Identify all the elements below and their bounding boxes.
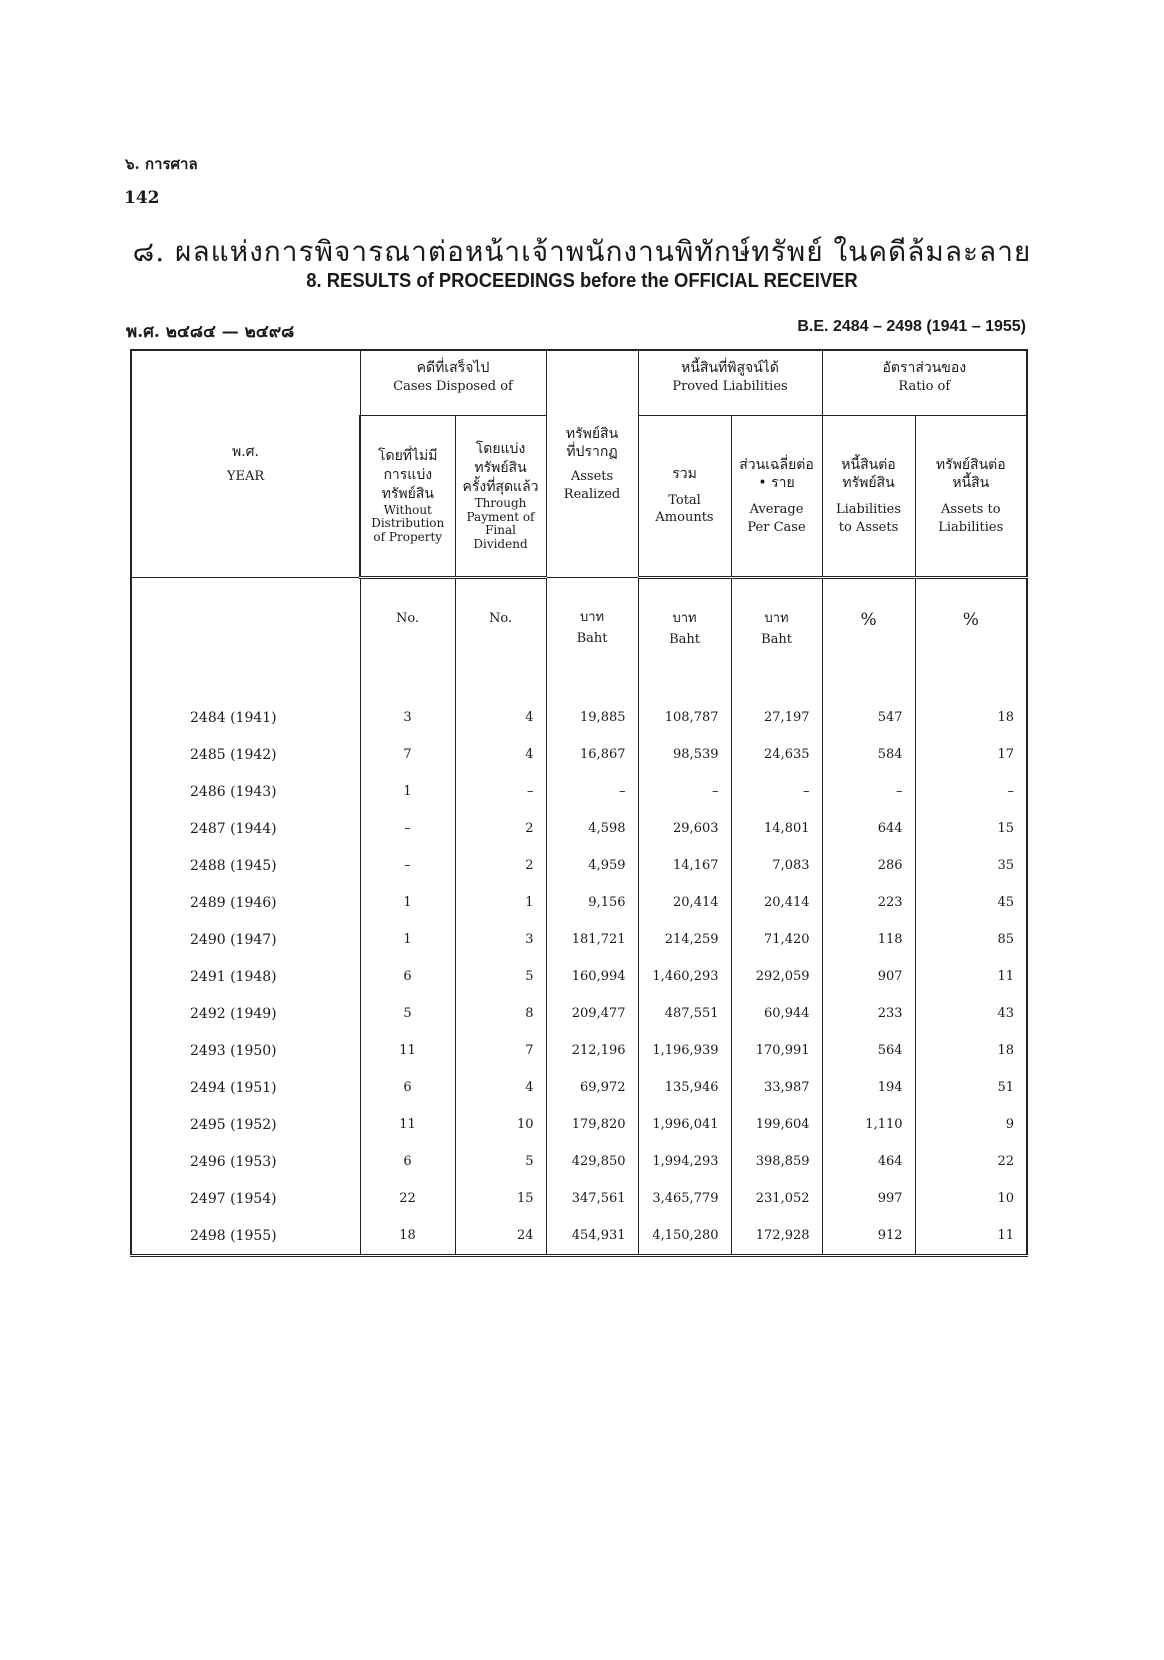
assets-to-liabilities-cell: 51 xyxy=(915,1069,1027,1106)
through-payment-english-1: Through xyxy=(474,495,527,510)
total-amounts-english-1: Total xyxy=(668,492,701,508)
table-row xyxy=(131,1069,1027,1106)
title-english: 8. RESULTS of PROCEEDINGS before the OFFICIAL RECEIVER xyxy=(306,270,858,292)
total-amounts-cell: 135,946 xyxy=(638,1069,731,1106)
liabilities-to-assets-english-2: to Assets xyxy=(838,519,899,535)
assets-to-liabilities-cell: – xyxy=(915,773,1027,810)
year-cell: 2494 (1951) xyxy=(131,1069,360,1106)
assets-realized-cell: 179,820 xyxy=(546,1106,638,1143)
table-row xyxy=(131,847,1027,884)
average-per-case-english-2: Per Case xyxy=(747,519,806,535)
ratio-of-header xyxy=(822,350,1027,416)
year-header-english: YEAR xyxy=(226,468,265,484)
average-per-case-cell: 172,928 xyxy=(731,1217,822,1256)
assets-to-liabilities-english-2: Liabilities xyxy=(938,519,1004,535)
through-payment-cell: 4 xyxy=(455,1069,546,1106)
results-table xyxy=(130,349,1028,1257)
assets-realized-cell: 19,885 xyxy=(546,699,638,736)
total-amounts-cell: 14,167 xyxy=(638,847,731,884)
assets-to-liabilities-english-1: Assets to xyxy=(941,502,1001,518)
assets-to-liabilities-cell: 9 xyxy=(915,1106,1027,1143)
without-distribution-thai-1: โดยที่ไม่มี xyxy=(377,447,438,464)
table-row xyxy=(131,995,1027,1032)
cases-disposed-thai: คดีที่เสร็จไป xyxy=(416,360,490,376)
table-row xyxy=(131,1217,1027,1256)
liabilities-to-assets-cell: 233 xyxy=(822,995,915,1032)
liabilities-to-assets-cell: 118 xyxy=(822,921,915,958)
assets-realized-english-2: Realized xyxy=(563,486,621,502)
through-payment-header xyxy=(455,416,546,578)
total-amounts-cell: 29,603 xyxy=(638,810,731,847)
through-payment-thai-1: โดยแบ่ง xyxy=(475,441,526,458)
without-distribution-cell: 6 xyxy=(360,1069,455,1106)
assets-to-liabilities-thai-1: ทรัพย์สินต่อ xyxy=(935,456,1006,473)
year-cell: 2496 (1953) xyxy=(131,1143,360,1180)
assets-realized-cell: – xyxy=(546,773,638,810)
total-amounts-cell: 1,996,041 xyxy=(638,1106,731,1143)
total-amounts-cell: 487,551 xyxy=(638,995,731,1032)
assets-to-liabilities-cell: 22 xyxy=(915,1143,1027,1180)
assets-realized-cell: 9,156 xyxy=(546,884,638,921)
year-cell: 2498 (1955) xyxy=(131,1217,360,1256)
through-payment-cell: 2 xyxy=(455,847,546,884)
assets-realized-thai-2: ที่ปรากฏ xyxy=(566,444,618,461)
assets-to-liabilities-cell: 18 xyxy=(915,699,1027,736)
through-payment-cell: 24 xyxy=(455,1217,546,1256)
liabilities-to-assets-cell: 644 xyxy=(822,810,915,847)
proved-liabilities-thai: หนี้สินที่พิสูจน์ได้ xyxy=(681,360,779,376)
without-distribution-cell: 6 xyxy=(360,1143,455,1180)
liabilities-to-assets-cell: 223 xyxy=(822,884,915,921)
total-amounts-header xyxy=(638,416,731,578)
total-amounts-cell: 108,787 xyxy=(638,699,731,736)
liabilities-to-assets-cell: 286 xyxy=(822,847,915,884)
ratio-of-english: Ratio of xyxy=(898,378,951,394)
without-distribution-cell: 11 xyxy=(360,1032,455,1069)
table-row xyxy=(131,884,1027,921)
without-distribution-cell: – xyxy=(360,847,455,884)
table-row xyxy=(131,1106,1027,1143)
assets-to-liabilities-cell: 10 xyxy=(915,1180,1027,1217)
units-year-cell xyxy=(131,578,360,700)
unit-no-through: No. xyxy=(455,578,546,700)
unit-baht-assets-thai: บาท xyxy=(579,610,605,625)
table-row xyxy=(131,773,1027,810)
average-per-case-cell: 60,944 xyxy=(731,995,822,1032)
table-row xyxy=(131,699,1027,736)
cases-disposed-english: Cases Disposed of xyxy=(393,378,513,394)
year-header xyxy=(131,350,360,578)
through-payment-thai-3: ครั้งที่สุดแล้ว xyxy=(462,478,539,495)
liabilities-to-assets-cell: 997 xyxy=(822,1180,915,1217)
unit-baht-assets-english: Baht xyxy=(576,630,608,646)
unit-baht-assets xyxy=(546,578,638,700)
page-number: 142 xyxy=(124,188,160,208)
assets-realized-cell: 429,850 xyxy=(546,1143,638,1180)
unit-baht-total xyxy=(638,578,731,700)
year-cell: 2489 (1946) xyxy=(131,884,360,921)
year-cell: 2490 (1947) xyxy=(131,921,360,958)
assets-to-liabilities-cell: 17 xyxy=(915,736,1027,773)
unit-baht-average-english: Baht xyxy=(761,631,792,647)
section-label: ๖. การศาล xyxy=(125,155,198,173)
assets-to-liabilities-header xyxy=(915,416,1027,578)
cases-disposed-header xyxy=(360,350,546,416)
assets-to-liabilities-thai-2: หนี้สิน xyxy=(952,475,990,492)
through-payment-cell: 7 xyxy=(455,1032,546,1069)
average-per-case-cell: 24,635 xyxy=(731,736,822,773)
unit-baht-average-thai: บาท xyxy=(764,611,789,626)
average-per-case-header xyxy=(731,416,822,578)
without-distribution-thai-2: การแบ่ง xyxy=(383,466,433,483)
assets-realized-cell: 4,959 xyxy=(546,847,638,884)
without-distribution-cell: 1 xyxy=(360,884,455,921)
average-per-case-cell: 71,420 xyxy=(731,921,822,958)
table-row xyxy=(131,921,1027,958)
assets-realized-cell: 4,598 xyxy=(546,810,638,847)
table-row xyxy=(131,736,1027,773)
through-payment-cell: – xyxy=(455,773,546,810)
period-english: B.E. 2484 – 2498 (1941 – 1955) xyxy=(797,318,1026,335)
unit-baht-average xyxy=(731,578,822,700)
assets-realized-cell: 454,931 xyxy=(546,1217,638,1256)
total-amounts-cell: 214,259 xyxy=(638,921,731,958)
total-amounts-thai: รวม xyxy=(672,466,697,482)
assets-to-liabilities-cell: 11 xyxy=(915,958,1027,995)
through-payment-cell: 2 xyxy=(455,810,546,847)
total-amounts-cell: 98,539 xyxy=(638,736,731,773)
through-payment-cell: 1 xyxy=(455,884,546,921)
assets-to-liabilities-cell: 11 xyxy=(915,1217,1027,1256)
through-payment-cell: 5 xyxy=(455,1143,546,1180)
total-amounts-cell: – xyxy=(638,773,731,810)
liabilities-to-assets-english-1: Liabilities xyxy=(835,502,902,518)
period-thai: พ.ศ. ๒๔๘๔ — ๒๔๙๘ xyxy=(126,322,295,342)
assets-to-liabilities-cell: 18 xyxy=(915,1032,1027,1069)
through-payment-thai-2: ทรัพย์สิน xyxy=(474,459,527,476)
year-cell: 2484 (1941) xyxy=(131,699,360,736)
without-distribution-cell: 5 xyxy=(360,995,455,1032)
year-cell: 2486 (1943) xyxy=(131,773,360,810)
unit-baht-total-english: Baht xyxy=(669,631,700,647)
assets-to-liabilities-cell: 45 xyxy=(915,884,1027,921)
assets-to-liabilities-cell: 85 xyxy=(915,921,1027,958)
total-amounts-cell: 20,414 xyxy=(638,884,731,921)
table-row xyxy=(131,958,1027,995)
assets-realized-cell: 69,972 xyxy=(546,1069,638,1106)
without-distribution-header xyxy=(360,416,455,578)
average-per-case-cell: 27,197 xyxy=(731,699,822,736)
average-per-case-cell: 170,991 xyxy=(731,1032,822,1069)
year-cell: 2487 (1944) xyxy=(131,810,360,847)
year-cell: 2485 (1942) xyxy=(131,736,360,773)
liabilities-to-assets-cell: 912 xyxy=(822,1217,915,1256)
table-row xyxy=(131,1143,1027,1180)
average-per-case-cell: 7,083 xyxy=(731,847,822,884)
without-distribution-english-3: of Property xyxy=(373,530,443,545)
total-amounts-cell: 1,460,293 xyxy=(638,958,731,995)
liabilities-to-assets-header xyxy=(822,416,915,578)
year-cell: 2497 (1954) xyxy=(131,1180,360,1217)
table-row xyxy=(131,810,1027,847)
average-per-case-english-1: Average xyxy=(749,502,804,518)
average-per-case-cell: 20,414 xyxy=(731,884,822,921)
average-per-case-cell: 199,604 xyxy=(731,1106,822,1143)
through-payment-cell: 8 xyxy=(455,995,546,1032)
average-per-case-thai-2: • ราย xyxy=(758,475,795,492)
average-per-case-cell: 33,987 xyxy=(731,1069,822,1106)
assets-realized-thai-1: ทรัพย์สิน xyxy=(565,425,619,442)
through-payment-cell: 10 xyxy=(455,1106,546,1143)
without-distribution-cell: 11 xyxy=(360,1106,455,1143)
assets-realized-cell: 181,721 xyxy=(546,921,638,958)
through-payment-cell: 15 xyxy=(455,1180,546,1217)
liabilities-to-assets-cell: 564 xyxy=(822,1032,915,1069)
unit-no-without: No. xyxy=(360,578,455,700)
year-cell: 2493 (1950) xyxy=(131,1032,360,1069)
through-payment-cell: 5 xyxy=(455,958,546,995)
table-row xyxy=(131,1032,1027,1069)
average-per-case-cell: 398,859 xyxy=(731,1143,822,1180)
assets-realized-cell: 160,994 xyxy=(546,958,638,995)
assets-realized-cell: 16,867 xyxy=(546,736,638,773)
proved-liabilities-english: Proved Liabilities xyxy=(672,378,788,394)
title-thai: ๘. ผลแห่งการพิจารณาต่อหน้าเจ้าพนักงานพิทักษ์ทรัพย์ ในคดีล้มละลาย xyxy=(132,235,1032,268)
without-distribution-cell: 1 xyxy=(360,921,455,958)
liabilities-to-assets-cell: 907 xyxy=(822,958,915,995)
assets-to-liabilities-cell: 15 xyxy=(915,810,1027,847)
total-amounts-cell: 1,196,939 xyxy=(638,1032,731,1069)
year-cell: 2491 (1948) xyxy=(131,958,360,995)
without-distribution-cell: 1 xyxy=(360,773,455,810)
average-per-case-cell: 292,059 xyxy=(731,958,822,995)
unit-pct-liabilities: % xyxy=(822,578,915,700)
without-distribution-cell: – xyxy=(360,810,455,847)
through-payment-english-4: Dividend xyxy=(473,537,528,552)
assets-realized-cell: 347,561 xyxy=(546,1180,638,1217)
average-per-case-cell: – xyxy=(731,773,822,810)
liabilities-to-assets-thai-1: หนี้สินต่อ xyxy=(841,456,896,473)
without-distribution-cell: 18 xyxy=(360,1217,455,1256)
without-distribution-cell: 6 xyxy=(360,958,455,995)
proved-liabilities-header xyxy=(638,350,822,416)
liabilities-to-assets-cell: – xyxy=(822,773,915,810)
assets-to-liabilities-cell: 43 xyxy=(915,995,1027,1032)
without-distribution-cell: 7 xyxy=(360,736,455,773)
assets-realized-cell: 209,477 xyxy=(546,995,638,1032)
liabilities-to-assets-cell: 194 xyxy=(822,1069,915,1106)
year-cell: 2488 (1945) xyxy=(131,847,360,884)
average-per-case-thai-1: ส่วนเฉลี่ยต่อ xyxy=(739,456,814,473)
year-header-thai: พ.ศ. xyxy=(231,443,259,460)
average-per-case-cell: 14,801 xyxy=(731,810,822,847)
unit-baht-total-thai: บาท xyxy=(672,611,697,626)
liabilities-to-assets-cell: 1,110 xyxy=(822,1106,915,1143)
through-payment-cell: 3 xyxy=(455,921,546,958)
total-amounts-cell: 3,465,779 xyxy=(638,1180,731,1217)
unit-pct-assets: % xyxy=(915,578,1027,700)
without-distribution-english-1: Without xyxy=(383,502,432,517)
without-distribution-thai-3: ทรัพย์สิน xyxy=(381,485,434,502)
ratio-of-thai: อัตราส่วนของ xyxy=(882,360,967,376)
without-distribution-cell: 3 xyxy=(360,699,455,736)
units-row xyxy=(131,578,1027,700)
liabilities-to-assets-cell: 464 xyxy=(822,1143,915,1180)
without-distribution-cell: 22 xyxy=(360,1180,455,1217)
liabilities-to-assets-cell: 584 xyxy=(822,736,915,773)
without-distribution-english-2: Distribution xyxy=(371,516,445,531)
average-per-case-cell: 231,052 xyxy=(731,1180,822,1217)
liabilities-to-assets-thai-2: ทรัพย์สิน xyxy=(842,475,895,492)
assets-to-liabilities-cell: 35 xyxy=(915,847,1027,884)
liabilities-to-assets-cell: 547 xyxy=(822,699,915,736)
year-cell: 2495 (1952) xyxy=(131,1106,360,1143)
total-amounts-english-2: Amounts xyxy=(655,510,714,526)
assets-realized-english-1: Assets xyxy=(570,469,614,485)
total-amounts-cell: 4,150,280 xyxy=(638,1217,731,1256)
table-row xyxy=(131,1180,1027,1217)
year-cell: 2492 (1949) xyxy=(131,995,360,1032)
assets-realized-cell: 212,196 xyxy=(546,1032,638,1069)
through-payment-english-3: Final xyxy=(485,523,516,538)
total-amounts-cell: 1,994,293 xyxy=(638,1143,731,1180)
through-payment-cell: 4 xyxy=(455,736,546,773)
assets-realized-header xyxy=(546,350,638,578)
through-payment-english-2: Payment of xyxy=(466,509,535,524)
through-payment-cell: 4 xyxy=(455,699,546,736)
